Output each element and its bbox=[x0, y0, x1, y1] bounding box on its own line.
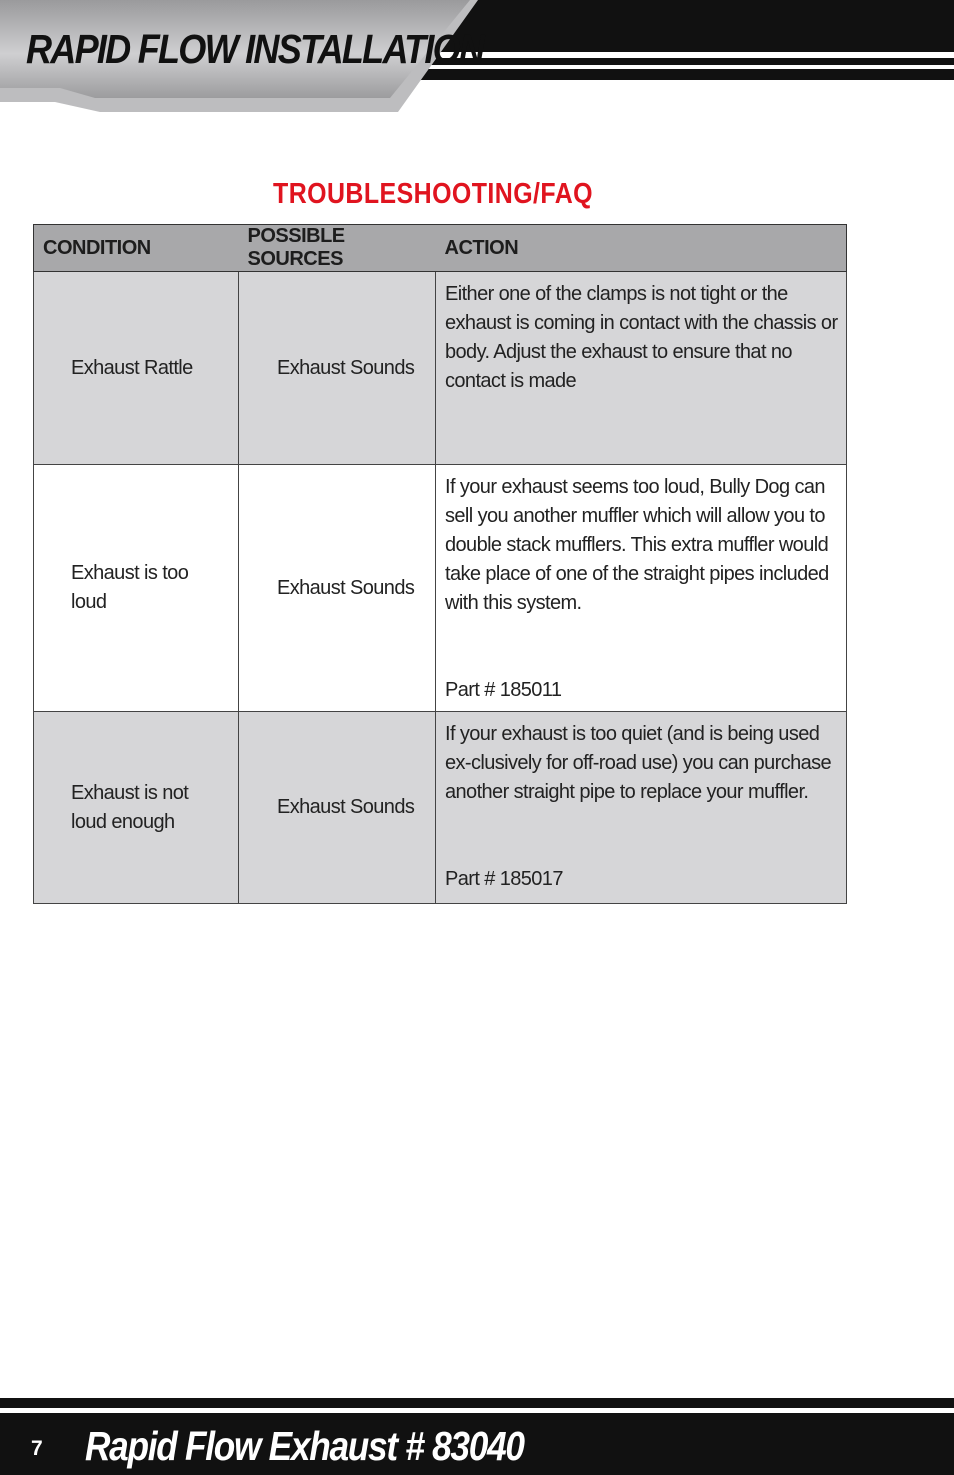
footer-title: Rapid Flow Exhaust # 83040 bbox=[85, 1423, 524, 1469]
page-number: 7 bbox=[31, 1437, 43, 1460]
column-header-possible-sources: POSSIBLE SOURCES bbox=[239, 225, 436, 272]
action-text: If your exhaust is too quiet (and is being used ex-clusively for off-road use) you can purchase another straight pipe to replace your muffler. bbox=[445, 723, 832, 803]
condition-cell: Exhaust is not loud enough bbox=[34, 712, 239, 904]
table-header-row bbox=[34, 225, 847, 272]
footer-rule bbox=[0, 1398, 954, 1408]
troubleshooting-table bbox=[33, 224, 847, 904]
page-header bbox=[0, 0, 954, 115]
source-cell: Exhaust Sounds bbox=[239, 465, 436, 712]
action-cell bbox=[436, 465, 847, 712]
table-row bbox=[34, 465, 847, 712]
part-number: Part # 185017 bbox=[445, 868, 563, 890]
condition-cell: Exhaust is too loud bbox=[34, 465, 239, 712]
action-text: Either one of the clamps is not tight or the exhaust is coming in contact with the chassis or body. Adjust the exhaust to ensure that no contact is made bbox=[445, 283, 838, 392]
source-cell: Exhaust Sounds bbox=[239, 712, 436, 904]
table-row bbox=[34, 272, 847, 465]
column-header-condition: CONDITION bbox=[34, 225, 239, 272]
action-text: If your exhaust seems too loud, Bully Dog can sell you another muffler which will allow you to double stack mufflers. This extra muffler would take place of one of the straight pipes included with this system. bbox=[445, 476, 829, 614]
column-header-action: ACTION bbox=[436, 225, 847, 272]
table-row bbox=[34, 712, 847, 904]
part-number: Part # 185011 bbox=[445, 679, 562, 701]
condition-cell: Exhaust Rattle bbox=[34, 272, 239, 465]
action-cell bbox=[436, 712, 847, 904]
section-title: TROUBLESHOOTING/FAQ bbox=[273, 178, 593, 210]
action-cell bbox=[436, 272, 847, 465]
page-header-title: RAPID FLOW INSTALLATION bbox=[26, 26, 484, 72]
source-cell: Exhaust Sounds bbox=[239, 272, 436, 465]
